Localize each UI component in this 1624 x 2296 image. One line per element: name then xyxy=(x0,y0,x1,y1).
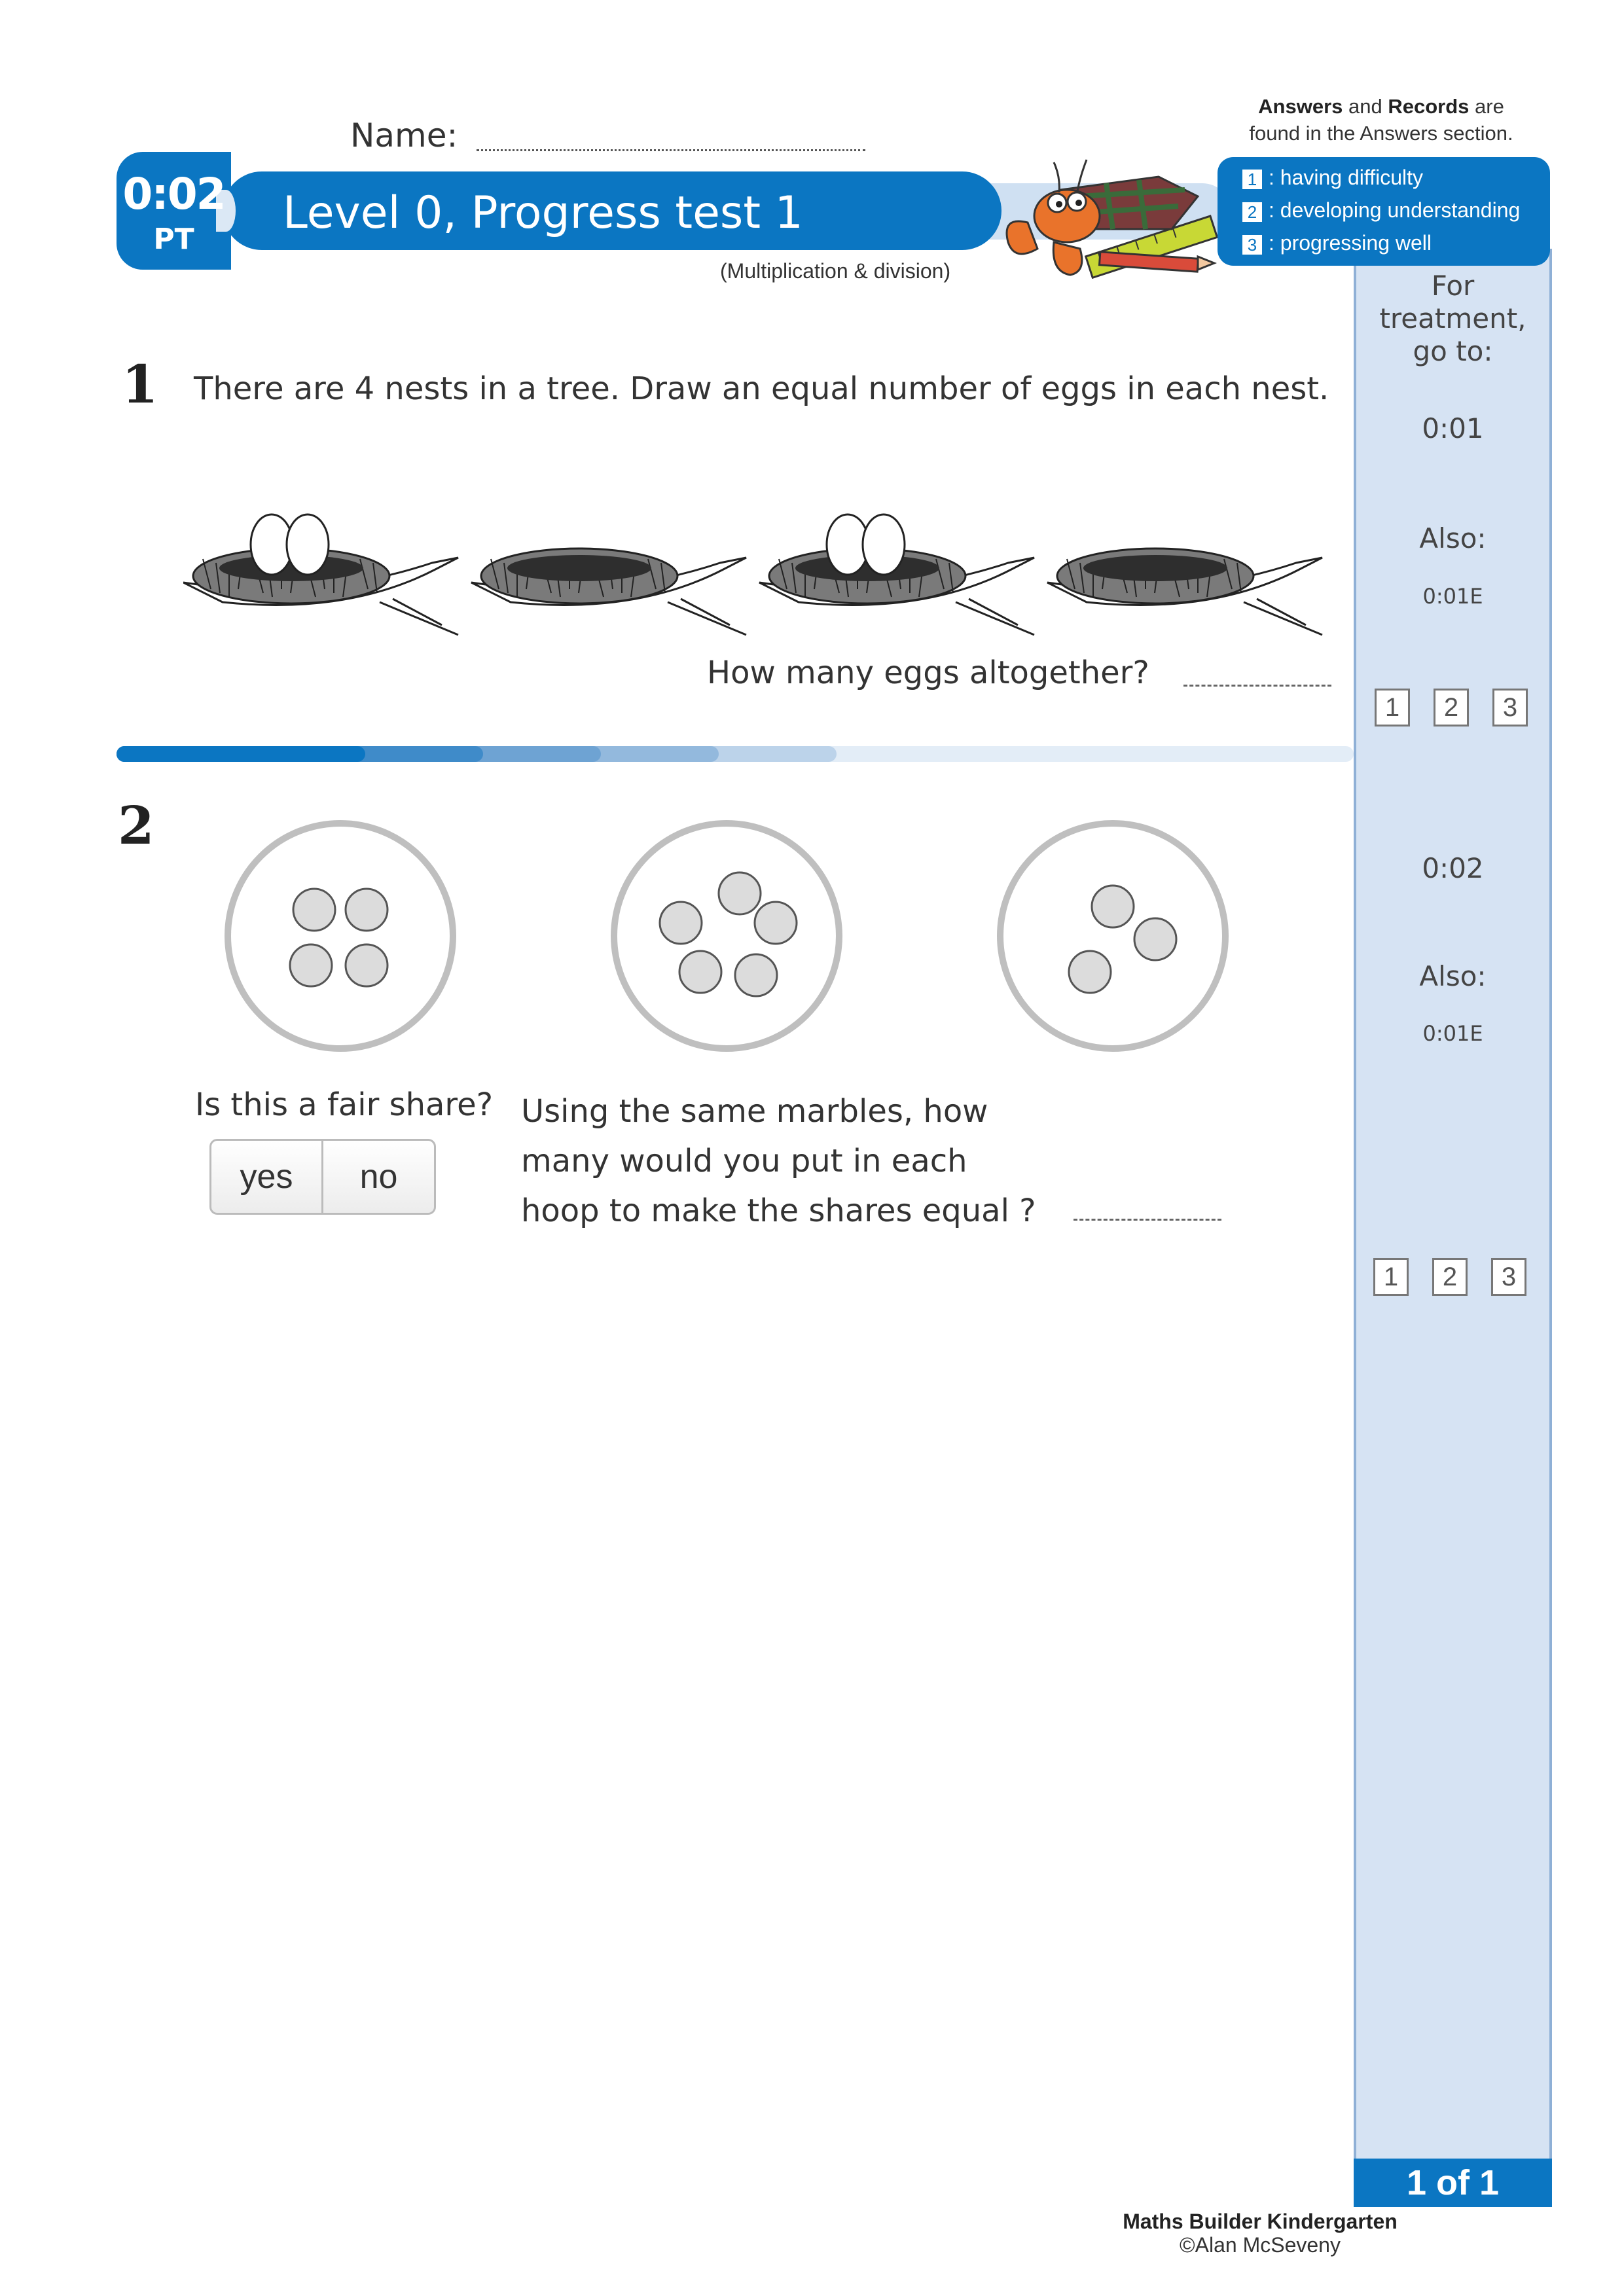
eggs-total-prompt: How many eggs altogether? xyxy=(707,655,1149,691)
badge-sub: PT xyxy=(153,223,194,256)
egg xyxy=(863,514,905,575)
name-field[interactable] xyxy=(477,149,865,151)
legend-row: 2 : developing understanding xyxy=(1242,197,1520,223)
marble-hoops xyxy=(223,812,1270,1060)
fair-share-question: Is this a fair share? xyxy=(195,1086,494,1123)
q1-rating-2[interactable]: 2 xyxy=(1434,689,1469,726)
equal-shares-question: Using the same marbles, how many would you put in each hoop to make the shares equal ? xyxy=(521,1093,1036,1229)
q1-rating-3[interactable]: 3 xyxy=(1492,689,1528,726)
q1-also: 0:01E xyxy=(1422,584,1483,609)
nest[interactable] xyxy=(1047,548,1322,635)
q2-also-label: Also: xyxy=(1419,960,1487,992)
marble xyxy=(660,902,702,944)
yes-button[interactable]: yes xyxy=(211,1141,323,1213)
marble xyxy=(1092,886,1134,927)
hoop xyxy=(228,823,453,1049)
equal-shares-answer[interactable] xyxy=(1074,1219,1221,1221)
footer-title: Maths Builder Kindergarten xyxy=(1123,2210,1398,2233)
question-1-text: There are 4 nests in a tree. Draw an equal number of eggs in each nest. xyxy=(194,370,1329,407)
nests-illustration xyxy=(183,504,1348,648)
q2-rating-1[interactable]: 1 xyxy=(1373,1258,1409,1296)
q1-also-label: Also: xyxy=(1419,522,1487,554)
q1-treatment: 0:01 xyxy=(1422,412,1484,444)
question-1-number: 1 xyxy=(122,353,158,415)
footer-copyright: ©Alan McSeveny xyxy=(1180,2233,1341,2257)
badge-code: 0:02 xyxy=(122,169,225,219)
marble xyxy=(755,902,797,944)
marble xyxy=(679,951,721,993)
marble xyxy=(293,889,335,931)
hoop xyxy=(614,823,839,1049)
legend-row: 3 : progressing well xyxy=(1242,230,1432,256)
answers-note: Answers and Records are found in the Answers section. xyxy=(1249,95,1513,145)
q1-rating-1[interactable]: 1 xyxy=(1375,689,1410,726)
nest[interactable] xyxy=(759,514,1034,635)
marble xyxy=(290,944,332,986)
topic-subtitle: (Multiplication & division) xyxy=(720,259,951,283)
nest[interactable] xyxy=(183,514,458,635)
page-number: 1 of 1 xyxy=(1354,2159,1552,2207)
marble xyxy=(1134,918,1176,960)
no-button[interactable]: no xyxy=(359,1158,398,1196)
marble xyxy=(1069,951,1111,993)
page-title: Level 0, Progress test 1 xyxy=(283,187,803,239)
hoop xyxy=(1000,823,1225,1049)
q2-also: 0:01E xyxy=(1422,1021,1483,1046)
q2-rating-2[interactable]: 2 xyxy=(1432,1258,1468,1296)
treatment-heading: For treatment, go to: xyxy=(1379,270,1526,367)
marble xyxy=(735,954,777,996)
yes-no-toggle xyxy=(209,1139,436,1215)
q2-treatment: 0:02 xyxy=(1422,852,1484,884)
crab-mascot-icon xyxy=(988,151,1224,281)
nest[interactable] xyxy=(471,548,746,635)
marble xyxy=(719,872,761,914)
legend-row: 1 : having difficulty xyxy=(1242,164,1423,190)
q2-rating-3[interactable]: 3 xyxy=(1491,1258,1526,1296)
name-label: Name: xyxy=(350,117,458,154)
egg xyxy=(287,514,329,575)
marble xyxy=(346,944,388,986)
question-2-number: 2 xyxy=(118,795,154,856)
eggs-total-answer[interactable] xyxy=(1183,685,1331,687)
section-divider xyxy=(117,746,1354,762)
marble xyxy=(346,889,388,931)
